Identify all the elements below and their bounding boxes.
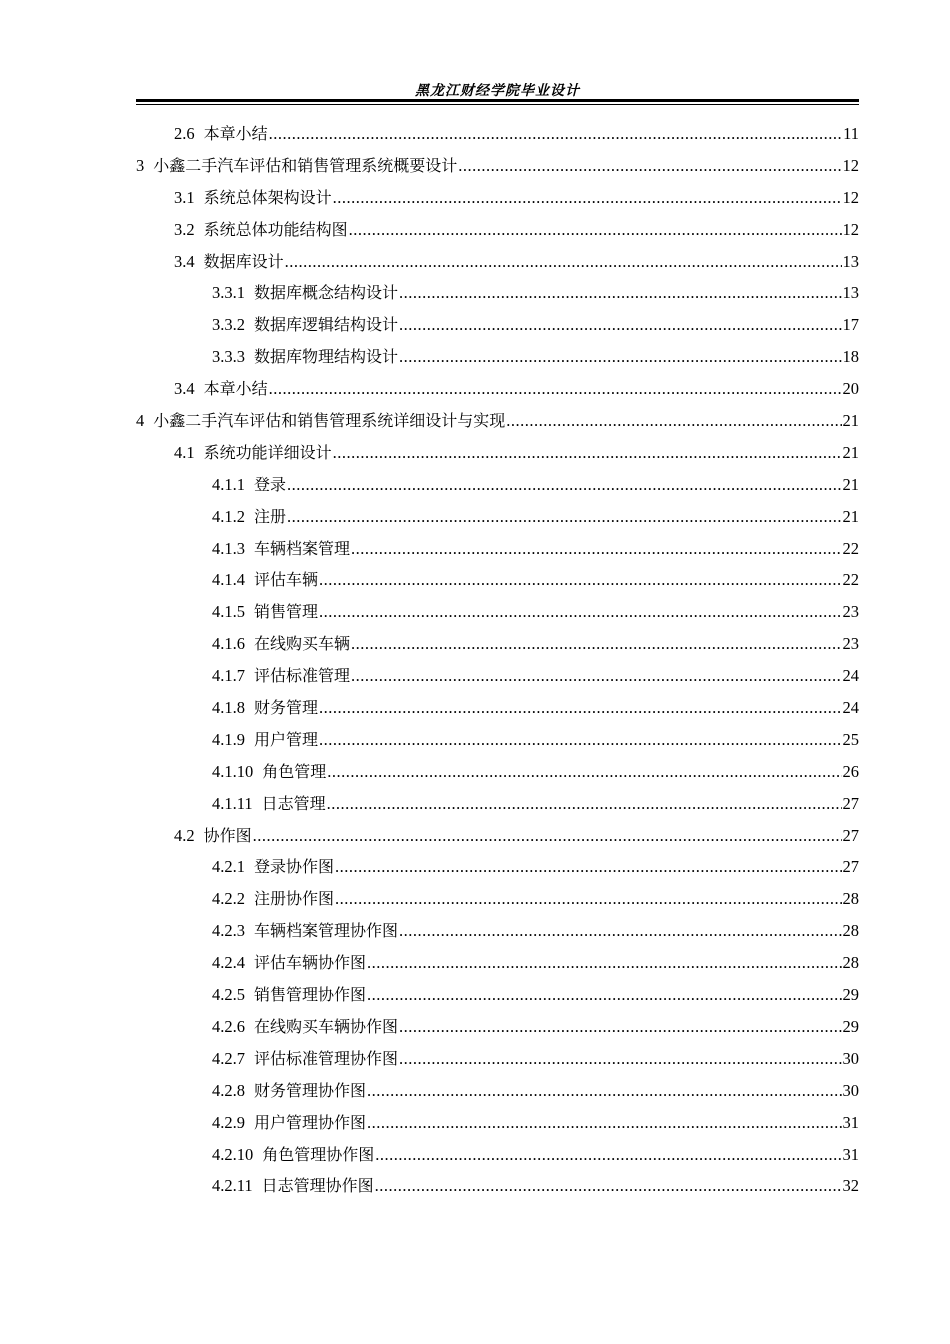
toc-entry[interactable] bbox=[136, 788, 859, 820]
toc-entry-page: 27 bbox=[842, 793, 859, 813]
toc-entry-number: 4.1.9 bbox=[212, 729, 245, 749]
toc-entry-number: 4.2.8 bbox=[212, 1080, 245, 1100]
toc-entry[interactable] bbox=[136, 756, 859, 788]
toc-entry-page: 13 bbox=[842, 251, 859, 271]
toc-entry-page: 22 bbox=[842, 570, 859, 590]
toc-dot-leader bbox=[351, 533, 841, 565]
toc-dot-leader bbox=[327, 788, 842, 820]
toc-entry-title: 用户管理 bbox=[254, 729, 319, 749]
toc-entry-page: 12 bbox=[842, 155, 859, 175]
toc-entry[interactable] bbox=[136, 724, 859, 756]
toc-entry-page: 27 bbox=[842, 857, 859, 877]
toc-entry[interactable] bbox=[136, 1075, 859, 1107]
toc-entry-page: 32 bbox=[842, 1176, 859, 1196]
toc-entry[interactable] bbox=[136, 533, 859, 565]
toc-entry-number: 4 bbox=[136, 411, 145, 431]
toc-entry-number: 4.2.5 bbox=[212, 985, 245, 1005]
table-of-contents bbox=[136, 118, 859, 1202]
toc-entry-title: 车辆档案管理 bbox=[254, 538, 351, 558]
toc-entry[interactable] bbox=[136, 851, 859, 883]
toc-entry-number: 3 bbox=[136, 155, 145, 175]
toc-entry-title: 数据库逻辑结构设计 bbox=[254, 315, 399, 335]
toc-entry[interactable] bbox=[136, 660, 859, 692]
toc-entry[interactable] bbox=[136, 1011, 859, 1043]
toc-entry[interactable] bbox=[136, 1043, 859, 1075]
toc-entry-title: 注册协作图 bbox=[254, 889, 335, 909]
toc-entry-page: 28 bbox=[842, 921, 859, 941]
toc-entry[interactable] bbox=[136, 947, 859, 979]
toc-dot-leader bbox=[335, 851, 841, 883]
toc-entry-page: 17 bbox=[842, 315, 859, 335]
toc-entry-page: 22 bbox=[842, 538, 859, 558]
toc-entry-title: 协作图 bbox=[203, 825, 252, 845]
toc-entry-title: 在线购买车辆协作图 bbox=[254, 1016, 399, 1036]
toc-entry[interactable] bbox=[136, 692, 859, 724]
toc-dot-leader bbox=[375, 1139, 841, 1171]
toc-entry[interactable] bbox=[136, 979, 859, 1011]
toc-entry-page: 13 bbox=[842, 283, 859, 303]
toc-entry-number: 2.6 bbox=[174, 124, 195, 143]
toc-entry-number: 4.2 bbox=[174, 825, 195, 845]
toc-entry[interactable] bbox=[136, 915, 859, 947]
toc-entry-title: 用户管理协作图 bbox=[254, 1112, 367, 1132]
toc-entry[interactable] bbox=[136, 1107, 859, 1139]
toc-dot-leader bbox=[333, 437, 842, 469]
toc-entry-title: 日志管理 bbox=[261, 793, 326, 813]
header-rule-thin bbox=[136, 104, 859, 105]
toc-dot-leader bbox=[399, 1011, 841, 1043]
toc-dot-leader bbox=[351, 628, 841, 660]
toc-entry-page: 21 bbox=[842, 411, 859, 431]
toc-entry[interactable] bbox=[136, 596, 859, 628]
toc-entry-number: 4.1.8 bbox=[212, 698, 245, 718]
toc-dot-leader bbox=[399, 341, 841, 373]
toc-dot-leader bbox=[287, 469, 841, 501]
toc-entry-title: 系统总体功能结构图 bbox=[203, 219, 348, 239]
toc-dot-leader bbox=[319, 692, 841, 724]
toc-entry[interactable] bbox=[136, 501, 859, 533]
toc-entry-page: 27 bbox=[842, 825, 859, 845]
toc-entry-page: 31 bbox=[842, 1112, 859, 1132]
toc-entry-number: 4.2.3 bbox=[212, 921, 245, 941]
toc-dot-leader bbox=[399, 915, 841, 947]
toc-entry-number: 4.1.11 bbox=[212, 793, 253, 813]
toc-entry-number: 4.1 bbox=[174, 442, 195, 462]
toc-entry-number: 3.3.3 bbox=[212, 347, 245, 367]
toc-entry[interactable] bbox=[136, 341, 859, 373]
toc-entry-title: 角色管理 bbox=[262, 761, 327, 781]
toc-entry-title: 角色管理协作图 bbox=[262, 1144, 375, 1164]
toc-entry-title: 评估标准管理协作图 bbox=[254, 1048, 399, 1068]
toc-entry-page: 11 bbox=[843, 124, 859, 143]
toc-entry-page: 20 bbox=[842, 379, 859, 399]
toc-entry-page: 31 bbox=[842, 1144, 859, 1164]
toc-entry-number: 3.2 bbox=[174, 219, 195, 239]
toc-entry-title: 小鑫二手汽车评估和销售管理系统详细设计与实现 bbox=[153, 411, 506, 431]
toc-entry-title: 数据库概念结构设计 bbox=[254, 283, 399, 303]
toc-dot-leader bbox=[319, 564, 841, 596]
toc-entry[interactable] bbox=[136, 1139, 859, 1171]
toc-dot-leader bbox=[349, 214, 842, 246]
toc-dot-leader bbox=[319, 596, 841, 628]
toc-entry[interactable] bbox=[136, 437, 859, 469]
toc-entry[interactable] bbox=[136, 820, 859, 852]
toc-dot-leader bbox=[269, 373, 842, 405]
toc-dot-leader bbox=[253, 820, 842, 852]
toc-entry-page: 23 bbox=[842, 602, 859, 622]
page-header-title: 黑龙江财经学院毕业设计 bbox=[415, 83, 580, 99]
toc-entry-title: 评估标准管理 bbox=[254, 666, 351, 686]
toc-entry-number: 3.4 bbox=[174, 379, 195, 399]
toc-entry[interactable] bbox=[136, 118, 859, 150]
toc-entry-title: 登录 bbox=[254, 474, 287, 494]
toc-entry[interactable] bbox=[136, 564, 859, 596]
toc-entry-page: 26 bbox=[842, 761, 859, 781]
toc-entry-number: 4.1.5 bbox=[212, 602, 245, 622]
toc-dot-leader bbox=[367, 947, 841, 979]
toc-entry[interactable] bbox=[136, 469, 859, 501]
toc-entry-title: 本章小结 bbox=[203, 379, 268, 399]
toc-dot-leader bbox=[375, 1170, 842, 1202]
toc-entry-number: 4.1.3 bbox=[212, 538, 245, 558]
toc-entry-number: 4.1.7 bbox=[212, 666, 245, 686]
toc-entry-page: 30 bbox=[842, 1048, 859, 1068]
toc-entry-title: 评估车辆 bbox=[254, 570, 319, 590]
toc-entry-number: 4.2.4 bbox=[212, 953, 245, 973]
toc-dot-leader bbox=[269, 118, 842, 150]
toc-entry[interactable] bbox=[136, 246, 859, 278]
toc-entry-page: 29 bbox=[842, 1016, 859, 1036]
toc-entry-page: 28 bbox=[842, 889, 859, 909]
toc-dot-leader bbox=[399, 309, 841, 341]
toc-dot-leader bbox=[367, 979, 841, 1011]
toc-dot-leader bbox=[458, 150, 841, 182]
toc-entry-page: 24 bbox=[842, 666, 859, 686]
toc-dot-leader bbox=[367, 1075, 841, 1107]
toc-dot-leader bbox=[319, 724, 841, 756]
toc-entry[interactable] bbox=[136, 628, 859, 660]
toc-entry-title: 小鑫二手汽车评估和销售管理系统概要设计 bbox=[153, 155, 458, 175]
toc-dot-leader bbox=[327, 756, 841, 788]
toc-entry-title: 在线购买车辆 bbox=[254, 634, 351, 654]
toc-entry-page: 25 bbox=[842, 729, 859, 749]
toc-dot-leader bbox=[399, 1043, 841, 1075]
toc-entry-title: 数据库物理结构设计 bbox=[254, 347, 399, 367]
toc-entry-number: 3.3.1 bbox=[212, 283, 245, 303]
toc-entry-page: 12 bbox=[842, 187, 859, 207]
toc-entry-title: 日志管理协作图 bbox=[261, 1176, 374, 1196]
toc-entry[interactable] bbox=[136, 214, 859, 246]
toc-entry[interactable] bbox=[136, 405, 859, 437]
toc-entry[interactable] bbox=[136, 182, 859, 214]
toc-entry-title: 系统总体架构设计 bbox=[203, 187, 332, 207]
toc-dot-leader bbox=[333, 182, 842, 214]
toc-entry-page: 23 bbox=[842, 634, 859, 654]
toc-dot-leader bbox=[351, 660, 841, 692]
toc-entry-number: 4.1.2 bbox=[212, 506, 245, 526]
toc-dot-leader bbox=[367, 1107, 841, 1139]
toc-entry-title: 车辆档案管理协作图 bbox=[254, 921, 399, 941]
toc-entry-number: 3.1 bbox=[174, 187, 195, 207]
toc-entry-title: 登录协作图 bbox=[254, 857, 335, 877]
toc-entry-page: 18 bbox=[842, 347, 859, 367]
toc-entry-number: 4.1.4 bbox=[212, 570, 245, 590]
toc-entry[interactable] bbox=[136, 373, 859, 405]
toc-entry[interactable] bbox=[136, 1170, 859, 1202]
toc-entry-number: 3.4 bbox=[174, 251, 195, 271]
toc-entry[interactable] bbox=[136, 277, 859, 309]
toc-entry-page: 21 bbox=[842, 442, 859, 462]
toc-dot-leader bbox=[285, 246, 842, 278]
toc-entry-title: 财务管理协作图 bbox=[254, 1080, 367, 1100]
toc-entry-number: 4.1.10 bbox=[212, 761, 254, 781]
toc-entry-number: 4.2.9 bbox=[212, 1112, 245, 1132]
toc-entry-page: 30 bbox=[842, 1080, 859, 1100]
toc-entry-number: 4.1.6 bbox=[212, 634, 245, 654]
toc-entry[interactable] bbox=[136, 150, 859, 182]
toc-entry-page: 12 bbox=[842, 219, 859, 239]
toc-entry-page: 28 bbox=[842, 953, 859, 973]
toc-dot-leader bbox=[335, 883, 841, 915]
toc-entry[interactable] bbox=[136, 883, 859, 915]
toc-entry-title: 评估车辆协作图 bbox=[254, 953, 367, 973]
toc-entry-number: 4.2.6 bbox=[212, 1016, 245, 1036]
toc-entry-number: 4.2.2 bbox=[212, 889, 245, 909]
toc-entry-page: 24 bbox=[842, 698, 859, 718]
toc-entry-title: 系统功能详细设计 bbox=[203, 442, 332, 462]
toc-entry-title: 注册 bbox=[254, 506, 287, 526]
toc-dot-leader bbox=[506, 405, 841, 437]
toc-dot-leader bbox=[399, 277, 841, 309]
toc-entry-title: 销售管理 bbox=[254, 602, 319, 622]
toc-entry-number: 4.2.1 bbox=[212, 857, 245, 877]
toc-entry-title: 财务管理 bbox=[254, 698, 319, 718]
toc-entry-number: 4.2.7 bbox=[212, 1048, 245, 1068]
toc-entry-number: 4.1.1 bbox=[212, 474, 245, 494]
toc-entry-page: 29 bbox=[842, 985, 859, 1005]
toc-entry-number: 4.2.11 bbox=[212, 1176, 253, 1196]
toc-entry-page: 21 bbox=[842, 474, 859, 494]
toc-dot-leader bbox=[287, 501, 841, 533]
toc-entry-title: 数据库设计 bbox=[203, 251, 284, 271]
toc-entry-title: 销售管理协作图 bbox=[254, 985, 367, 1005]
toc-entry-number: 4.2.10 bbox=[212, 1144, 254, 1164]
toc-entry[interactable] bbox=[136, 309, 859, 341]
toc-entry-title: 本章小结 bbox=[203, 124, 268, 143]
toc-entry-number: 3.3.2 bbox=[212, 315, 245, 335]
header-rule-thick bbox=[136, 99, 859, 102]
toc-entry-page: 21 bbox=[842, 506, 859, 526]
